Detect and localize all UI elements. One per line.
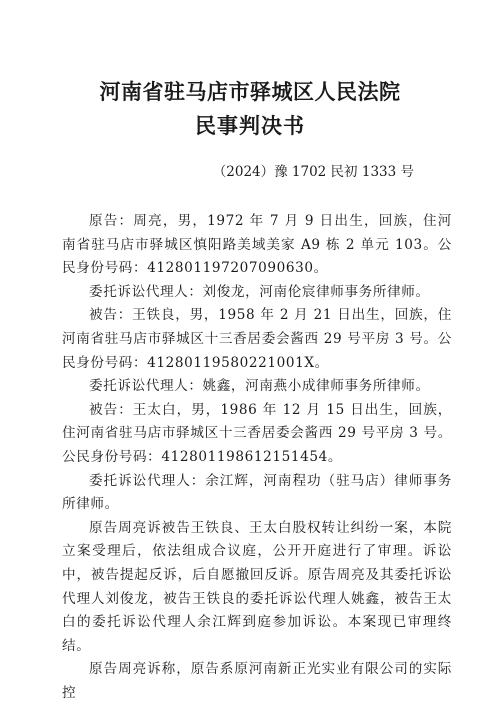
document-type: 民事判决书: [195, 113, 305, 138]
paragraph-plaintiff: 原告：周亮，男，1972 年 7 月 9 日出生，回族，住河南省驻马店市驿城区慎阳路美域美家 A9 栋 2 单元 103。公民身份号码：412801197207090630。: [62, 213, 452, 277]
judgment-body: [62, 210, 452, 705]
paragraph-defendant-1: 被告：王铁良，男，1958 年 2 月 21 日出生，回族，住河南省驻马店市驿城区十三香居委会酱西 29 号平房 3 号。公民身份号码：41280119580221001X。: [62, 307, 452, 371]
paragraph-case-summary: 原告周亮诉被告王铁良、王太白股权转让纠纷一案，本院立案受理后，依法组成合议庭，公开开庭进行了审理。诉讼中，被告提起反诉，后自愿撤回反诉。原告周亮及其委托诉讼代理人刘俊龙，被告王铁良的委托诉讼代理人姚鑫，被告王太白的委托诉讼代理人余江辉到庭参加诉讼。本案现已审理终结。: [62, 519, 452, 654]
paragraph-defendant-2: 被告：王太白，男，1986 年 12 月 15 日出生，回族，住河南省驻马店市驿城区十三香居委会酱西 29 号平房 3 号。公民身份号码：412801198612151454。: [62, 401, 452, 465]
paragraph-defendant-2-agent: 委托诉讼代理人：余江辉，河南程功（驻马店）律师事务所律师。: [62, 472, 452, 513]
paragraph-plaintiff-agent: 委托诉讼代理人：刘俊龙，河南伦宸律师事务所律师。: [89, 283, 430, 300]
paragraph-defendant-1-agent: 委托诉讼代理人：姚鑫，河南燕小成律师事务所律师。: [89, 378, 430, 395]
court-name: 河南省驻马店市驿城区人民法院: [99, 79, 401, 104]
paragraph-plaintiff-claims: 原告周亮诉称，原告系原河南新正光实业有限公司的实际控: [62, 661, 452, 701]
case-number: （2024）豫 1702 民初 1333 号: [212, 164, 414, 180]
